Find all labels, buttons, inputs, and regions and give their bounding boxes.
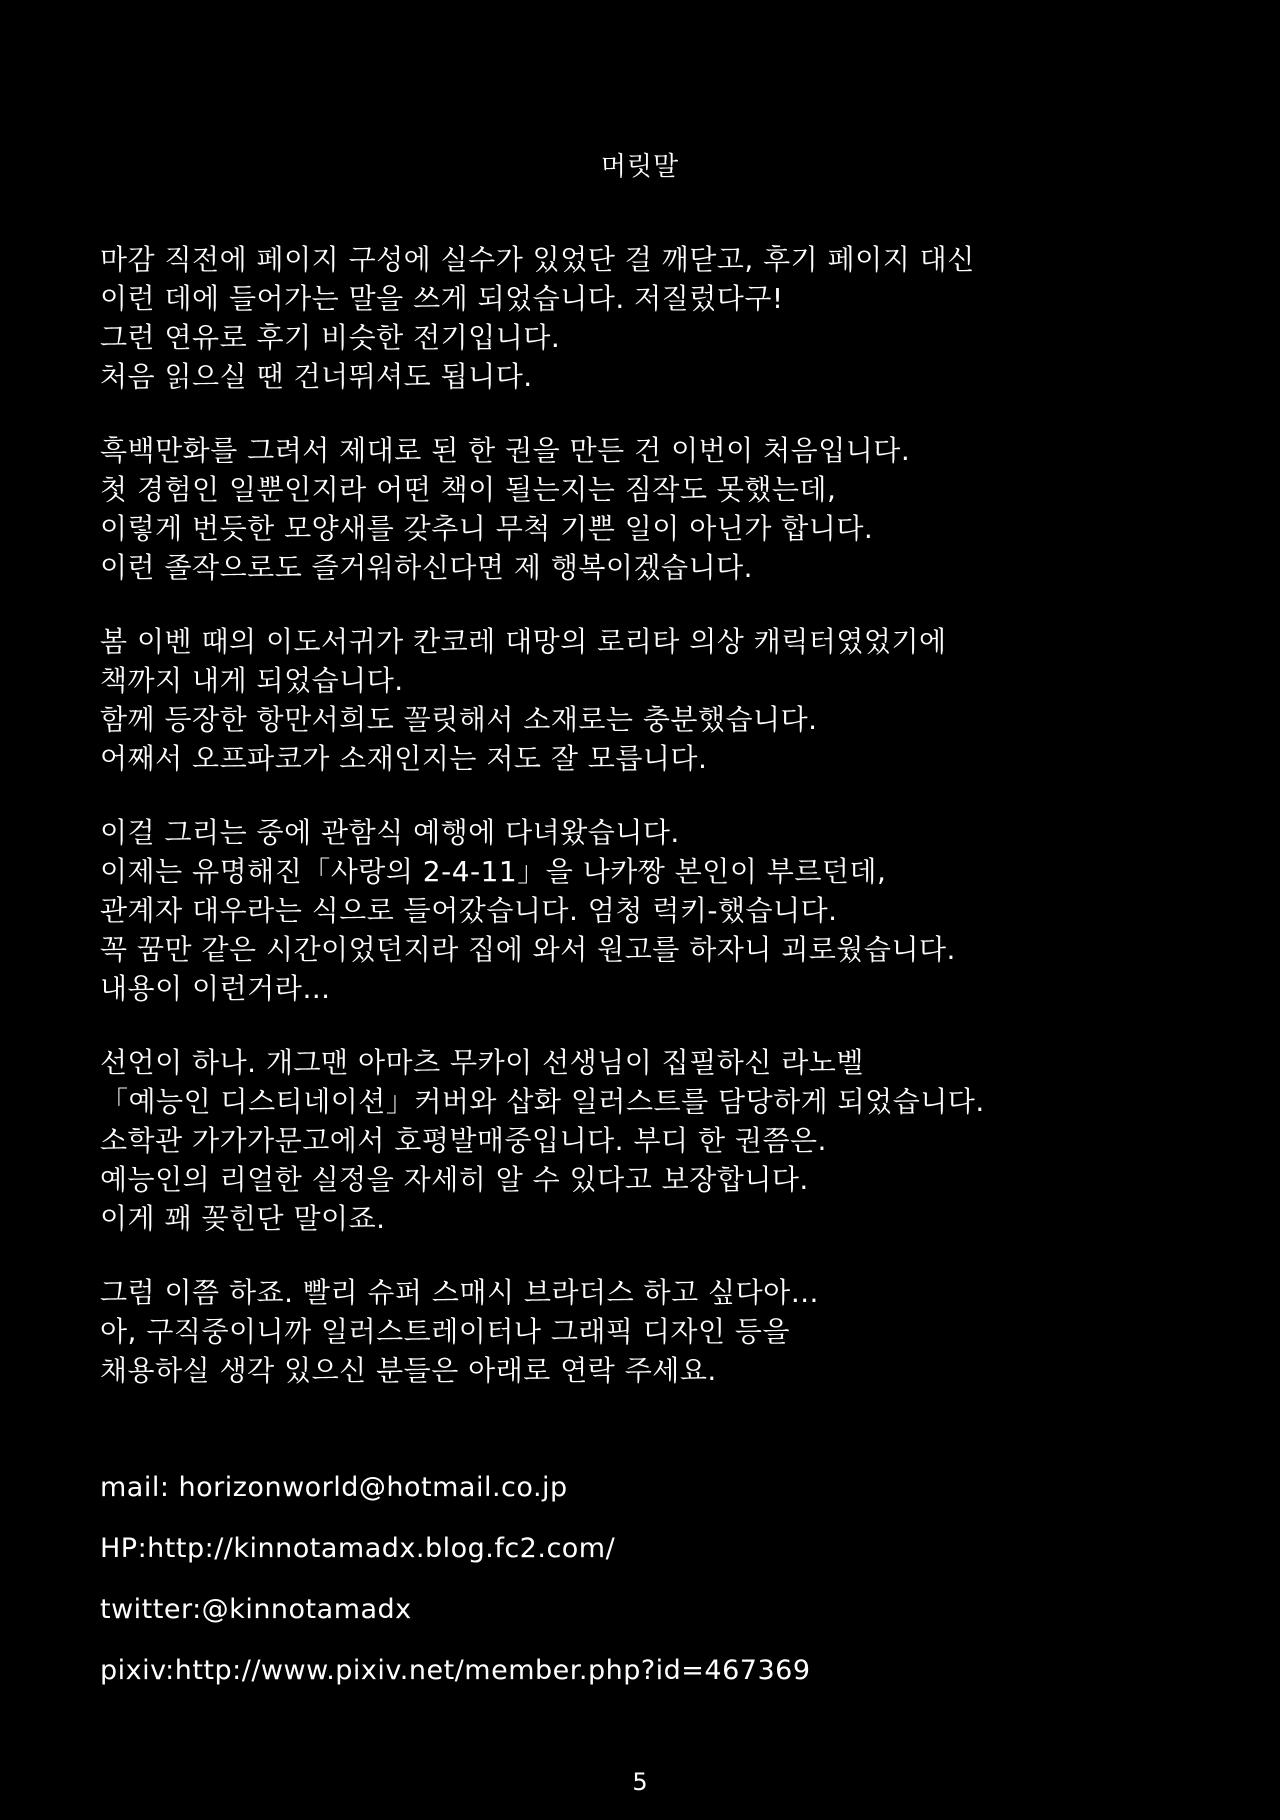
page-number: 5 xyxy=(632,1768,648,1796)
body-text xyxy=(100,240,1200,1425)
paragraph-closing xyxy=(100,1273,1200,1390)
paragraph-event xyxy=(100,813,1200,1008)
contact-info xyxy=(100,1470,1200,1714)
text-line: 마감 직전에 페이지 구성에 실수가 있었단 걸 깨닫고, 후기 페이지 대신 xyxy=(100,243,975,276)
text-line: 꼭 꿈만 같은 시간이었던지라 집에 와서 원고를 하자니 괴로웠습니다. xyxy=(100,933,956,966)
text-line: 책까지 내게 되었습니다. xyxy=(100,664,404,697)
text-line: 이게 꽤 꽂힌단 말이죠. xyxy=(100,1202,386,1235)
text-line: 이런 졸작으로도 즐거워하신다면 제 행복이겠습니다. xyxy=(100,551,754,584)
text-line: 첫 경험인 일뿐인지라 어떤 책이 될는지는 짐작도 못했는데, xyxy=(100,473,837,506)
text-line: 관계자 대우라는 식으로 들어갔습니다. 엄청 럭키-했습니다. xyxy=(100,894,838,927)
text-line: 이걸 그리는 중에 관함식 예행에 다녀왔습니다. xyxy=(100,816,680,849)
text-line: 그럼 이쯤 하죠. 빨리 슈퍼 스매시 브라더스 하고 싶다아… xyxy=(100,1276,820,1309)
text-line: 이런 데에 들어가는 말을 쓰게 되었습니다. 저질렀다구! xyxy=(100,282,784,315)
paragraph-subject xyxy=(100,622,1200,778)
text-line: 그런 연유로 후기 비슷한 전기입니다. xyxy=(100,321,561,354)
contact-pixiv: pixiv:http://www.pixiv.net/member.php?id=467369 xyxy=(100,1655,811,1686)
paragraph-first-book xyxy=(100,431,1200,587)
text-line: 함께 등장한 항만서희도 꼴릿해서 소재로는 충분했습니다. xyxy=(100,703,818,736)
text-line: 예능인의 리얼한 실정을 자세히 알 수 있다고 보장합니다. xyxy=(100,1163,809,1196)
text-line: 어째서 오프파코가 소재인지는 저도 잘 모릅니다. xyxy=(100,742,708,775)
text-line: 아, 구직중이니까 일러스트레이터나 그래픽 디자인 등을 xyxy=(100,1315,791,1348)
paragraph-announcement xyxy=(100,1043,1200,1238)
text-line: 봄 이벤 때의 이도서귀가 칸코레 대망의 로리타 의상 캐릭터였었기에 xyxy=(100,625,947,658)
paragraph-intro xyxy=(100,240,1200,396)
text-line: 선언이 하나. 개그맨 아마츠 무카이 선생님이 집필하신 라노벨 xyxy=(100,1046,864,1079)
text-line: 채용하실 생각 있으신 분들은 아래로 연락 주세요. xyxy=(100,1354,717,1387)
text-line: 내용이 이런거라… xyxy=(100,972,331,1005)
text-line: 흑백만화를 그려서 제대로 된 한 권을 만든 건 이번이 처음입니다. xyxy=(100,434,911,467)
contact-twitter: twitter:@kinnotamadx xyxy=(100,1594,412,1625)
page-title: 머릿말 xyxy=(600,152,680,182)
text-line: 소학관 가가가문고에서 호평발매중입니다. 부디 한 권쯤은. xyxy=(100,1124,827,1157)
contact-homepage: HP:http://kinnotamadx.blog.fc2.com/ xyxy=(100,1533,616,1564)
text-line: 이제는 유명해진「사랑의 2-4-11」을 나카짱 본인이 부르던데, xyxy=(100,855,887,888)
text-line: 이렇게 번듯한 모양새를 갖추니 무척 기쁜 일이 아닌가 합니다. xyxy=(100,512,874,545)
contact-mail: mail: horizonworld@hotmail.co.jp xyxy=(100,1472,568,1503)
text-line: 「예능인 디스티네이션」커버와 삽화 일러스트를 담당하게 되었습니다. xyxy=(100,1085,985,1118)
text-line: 처음 읽으실 땐 건너뛰셔도 됩니다. xyxy=(100,360,533,393)
